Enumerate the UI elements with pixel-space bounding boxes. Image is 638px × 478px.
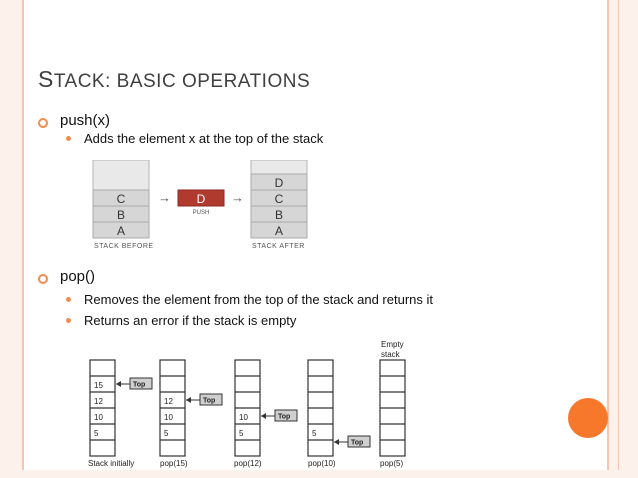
stack-value: 5	[239, 429, 244, 438]
sub-bullet-icon	[66, 297, 71, 302]
stack-after-value: D	[274, 176, 284, 190]
stack-after-value: B	[274, 208, 284, 222]
arrowhead-icon	[261, 413, 266, 419]
stack-pop-10	[308, 360, 370, 468]
arrowhead-icon	[186, 397, 191, 403]
stack-after-caption: STACK AFTER	[252, 243, 305, 250]
arrowhead-icon	[116, 381, 121, 387]
stack-value: 5	[164, 429, 169, 438]
pushed-element-value: D	[196, 192, 206, 206]
bullet-pop: pop()	[60, 268, 96, 285]
stack-pop-12	[234, 360, 297, 468]
sub-bullet-pop-error: Returns an error if the stack is empty	[84, 313, 297, 328]
stack-before-value: B	[116, 208, 126, 222]
stack-value: 10	[94, 413, 103, 422]
stack-after-value: A	[274, 224, 284, 238]
top-pointer-label: Top	[278, 413, 291, 421]
title-rest: TACK: BASIC OPERATIONS	[53, 71, 311, 92]
stack-value: 15	[94, 381, 103, 390]
bullet-ring-icon	[38, 118, 48, 128]
right-border-line	[607, 0, 609, 478]
stack-after	[251, 160, 307, 250]
arrow-icon: →	[231, 190, 244, 205]
right-border	[609, 0, 638, 478]
pop-diagram	[80, 338, 420, 472]
left-border-line	[22, 0, 24, 478]
empty-stack-label: stack	[381, 350, 400, 359]
stack-caption: pop(5)	[380, 459, 404, 468]
stack-value: 10	[164, 413, 173, 422]
bullet-ring-icon	[38, 274, 48, 284]
stack-before-value: A	[116, 224, 126, 238]
stack-pop-15	[160, 360, 222, 468]
sub-bullet-icon	[66, 318, 71, 323]
top-pointer-label: Top	[351, 439, 364, 447]
stack-value: 12	[94, 397, 103, 406]
stack-empty	[380, 340, 405, 468]
top-pointer-label: Top	[133, 381, 146, 389]
stack-value: 10	[239, 413, 248, 422]
sub-bullet-icon	[66, 136, 71, 141]
bullet-push: push(x)	[60, 112, 111, 129]
stack-initial	[88, 360, 152, 468]
sub-bullet-push-desc: Adds the element x at the top of the stack	[84, 131, 324, 146]
stack-before-caption: STACK BEFORE	[94, 243, 154, 250]
decorative-circle	[568, 398, 608, 438]
stack-before	[93, 160, 154, 250]
stack-caption: pop(10)	[308, 459, 336, 468]
slide-title	[38, 66, 310, 93]
stack-after-value: C	[274, 192, 284, 206]
arrow-icon: →	[158, 190, 171, 205]
title-initial: S	[38, 66, 54, 92]
stack-value: 12	[164, 397, 173, 406]
empty-stack-label: Empty	[381, 340, 404, 349]
stack-value: 5	[312, 429, 317, 438]
stack-caption: pop(15)	[160, 459, 188, 468]
stack-caption: Stack initially	[88, 459, 135, 468]
stack-caption: pop(12)	[234, 459, 262, 468]
push-diagram	[88, 160, 318, 255]
stack-value: 5	[94, 429, 99, 438]
left-border	[0, 0, 22, 478]
right-border-inner-line	[618, 0, 619, 478]
top-pointer-label: Top	[203, 397, 216, 405]
arrowhead-icon	[334, 439, 339, 445]
stack-before-value: C	[116, 192, 126, 206]
push-label: PUSH	[192, 210, 210, 216]
sub-bullet-pop-desc: Removes the element from the top of the stack and returns it	[84, 292, 434, 307]
